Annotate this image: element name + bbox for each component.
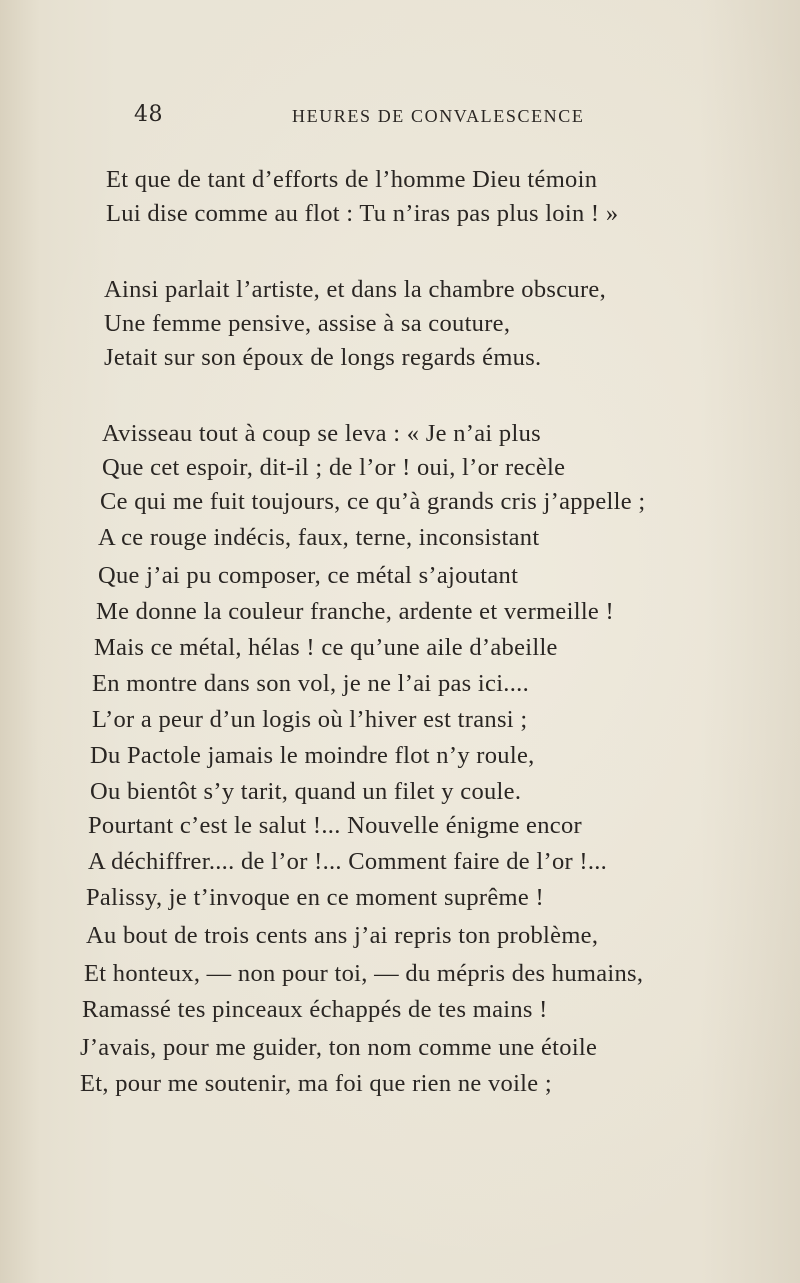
verse-line: Et honteux, — non pour toi, — du mépris des humains, [84,960,644,987]
verse-line: Ou bientôt s’y tarit, quand un filet y coule. [90,778,522,805]
verse-line: Et que de tant d’efforts de l’homme Dieu témoin [106,166,598,193]
verse-line: Jetait sur son époux de longs regards émus. [104,344,542,371]
verse-line: A ce rouge indécis, faux, terne, inconsistant [98,524,540,551]
verse-line: Mais ce métal, hélas ! ce qu’une aile d’abeille [94,634,558,661]
verse-line: Ainsi parlait l’artiste, et dans la chambre obscure, [104,276,607,303]
verse-line: Lui dise comme au flot : Tu n’iras pas plus loin ! » [106,200,619,227]
verse-line: Une femme pensive, assise à sa couture, [104,310,511,337]
verse-line: Avisseau tout à coup se leva : « Je n’ai plus [102,420,541,447]
verse-line: Me donne la couleur franche, ardente et vermeille ! [96,598,614,625]
verse-line: L’or a peur d’un logis où l’hiver est transi ; [92,706,528,733]
running-title: HEURES DE CONVALESCENCE [292,106,585,126]
verse-line: A déchiffrer.... de l’or !... Comment faire de l’or !... [88,848,608,875]
verse-line: J’avais, pour me guider, ton nom comme une étoile [80,1034,598,1061]
verse-line: Que j’ai pu composer, ce métal s’ajoutant [98,562,519,589]
verse-line: Que cet espoir, dit-il ; de l’or ! oui, l’or recèle [102,454,566,481]
verse-line: Ce qui me fuit toujours, ce qu’à grands cris j’appelle ; [100,488,646,515]
verse-line: En montre dans son vol, je ne l’ai pas ici.... [92,670,530,697]
verse-line: Palissy, je t’invoque en ce moment suprême ! [86,884,544,911]
verse-line: Et, pour me soutenir, ma foi que rien ne voile ; [80,1070,552,1097]
verse-line: Du Pactole jamais le moindre flot n’y roule, [90,742,535,769]
verse-line: Ramassé tes pinceaux échappés de tes mains ! [82,996,548,1023]
verse-line: Au bout de trois cents ans j’ai repris ton problème, [86,922,599,949]
verse-line: Pourtant c’est le salut !... Nouvelle énigme encor [88,812,582,839]
page-number: 48 [134,102,163,127]
